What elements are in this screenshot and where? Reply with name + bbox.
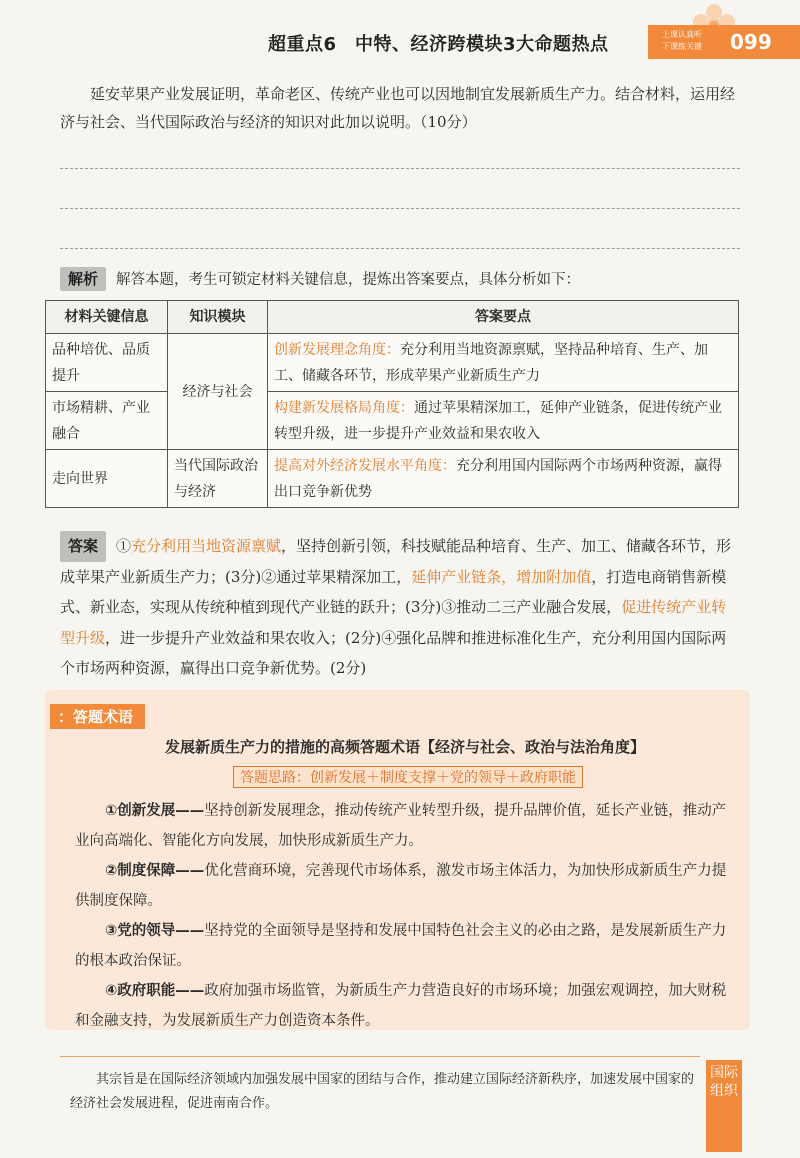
page-number: 099: [716, 25, 800, 59]
question-text: 延安苹果产业发展证明，革命老区、传统产业也可以因地制宜发展新质生产力。结合材料，运用经济与社会、当代国际政治与经济的知识对此加以说明。（10分）: [60, 85, 736, 131]
table-row: [46, 450, 739, 508]
footer-note: 其宗旨是在国际经济领域内加强发展中国家的团结与合作，推动建立国际经济新秩序，加速发展中国家的经济社会发展进程，促进南南合作。: [70, 1072, 695, 1111]
table-header: 知识模块: [168, 301, 268, 334]
table-cell-info: 走向世界: [46, 450, 168, 508]
chapter-title: 超重点6 中特、经济跨模块3大命题热点: [268, 34, 609, 55]
answer-highlight: 充分利用当地资源禀赋: [131, 537, 282, 555]
footer-divider: [60, 1056, 700, 1057]
analysis-table: [45, 300, 739, 508]
point-angle: 提高对外经济发展水平角度：: [274, 457, 456, 474]
analysis-tag: 解析: [60, 267, 106, 291]
term-text: 坚持创新发展理念，推动传统产业转型升级，提升品牌价值，延长产业链，推动产业向高端化、智能化方向发展，加快形成新质生产力。: [75, 803, 727, 849]
table-cell-point: [268, 334, 739, 392]
answer-tag: 答案: [60, 531, 106, 562]
point-angle: 创新发展理念角度：: [274, 341, 400, 358]
term-text: 坚持党的全面领导是坚持和发展中国特色社会主义的必由之路，是发展新质生产力的根本政治保证。: [75, 923, 727, 969]
table-header: 答案要点: [268, 301, 739, 334]
table-cell-info: 市场精耕、产业融合: [46, 392, 168, 450]
table-cell-point: [268, 392, 739, 450]
answer-text: ，进一步提升产业效益和果农收入；(2分)④强化品牌和推进标准化生产，充分利用国内国际两个市场两种资源，赢得出口竞争新优势。(2分): [60, 628, 727, 677]
table-cell-module: 当代国际政治与经济: [168, 450, 268, 508]
badge-line-2: 下课练关键: [662, 42, 702, 51]
term-label: ④政府职能——: [105, 983, 205, 999]
term-item: [75, 976, 735, 1036]
point-text: 充分利用当地资源禀赋，坚持品种培育、生产、加工、储藏各环节，形成苹果产业新质生产力: [274, 341, 708, 384]
term-label: ①创新发展——: [105, 803, 205, 819]
answer-line: [60, 168, 740, 169]
side-tab: 国际组织: [706, 1060, 742, 1152]
terms-tag: ：答题术语: [50, 704, 145, 729]
table-cell-info: 品种培优、品质提升: [46, 334, 168, 392]
analysis-intro: [60, 267, 740, 292]
answer-text: ，坚持创新引领，科技赋能品种培育、生产、加工、储藏各环节，形成苹果产业新质生产力；(3分)②通过苹果精深加工，: [60, 537, 732, 586]
answer-highlight: 促进传统产业转型升级: [60, 598, 727, 647]
term-item: [75, 796, 735, 856]
terms-body: [75, 796, 735, 1036]
answer-block: [60, 531, 740, 684]
term-text: 优化营商环境，完善现代市场体系，激发市场主体活力，为加快形成新质生产力提供制度保障。: [75, 863, 727, 909]
page-header: [0, 0, 800, 68]
term-label: ②制度保障——: [105, 863, 205, 879]
table-row: [46, 392, 739, 450]
answer-line: [60, 248, 740, 249]
table-row: [46, 334, 739, 392]
terms-title: 发展新质生产力的措施的高频答题术语【经济与社会、政治与法治角度】: [164, 738, 645, 756]
answer-mark: ①: [116, 537, 132, 555]
table-cell-module: 经济与社会: [168, 334, 268, 450]
table-header-row: [46, 301, 739, 334]
term-text: 政府加强市场监管，为新质生产力营造良好的市场环境；加强宏观调控，加大财税和金融支持，为发展新质生产力创造资本条件。: [75, 983, 727, 1029]
answer-line: [60, 208, 740, 209]
badge-line-1: 上课认真听: [662, 30, 702, 39]
analysis-text: 解答本题，考生可锁定材料关键信息，提炼出答案要点，具体分析如下：: [116, 272, 581, 288]
header-badge: [648, 25, 716, 59]
term-item: [75, 856, 735, 916]
table-header: 材料关键信息: [46, 301, 168, 334]
point-angle: 构建新发展格局角度：: [274, 399, 414, 416]
terms-hint: 答题思路：创新发展＋制度支撑＋党的领导＋政府职能: [233, 766, 583, 788]
point-text: 充分利用国内国际两个市场两种资源，赢得出口竞争新优势: [274, 457, 722, 500]
answer-highlight: 延伸产业链条，增加附加值: [411, 567, 592, 586]
table-cell-point: [268, 450, 739, 508]
answer-text: ，打造电商销售新模式、新业态，实现从传统种植到现代产业链的跃升；(3分)③推动二三产业融合发展，: [60, 567, 727, 616]
term-item: [75, 916, 735, 976]
term-label: ③党的领导——: [105, 923, 205, 939]
point-text: 通过苹果精深加工，延伸产业链条，促进传统产业转型升级，进一步提升产业效益和果农收入: [274, 399, 722, 442]
